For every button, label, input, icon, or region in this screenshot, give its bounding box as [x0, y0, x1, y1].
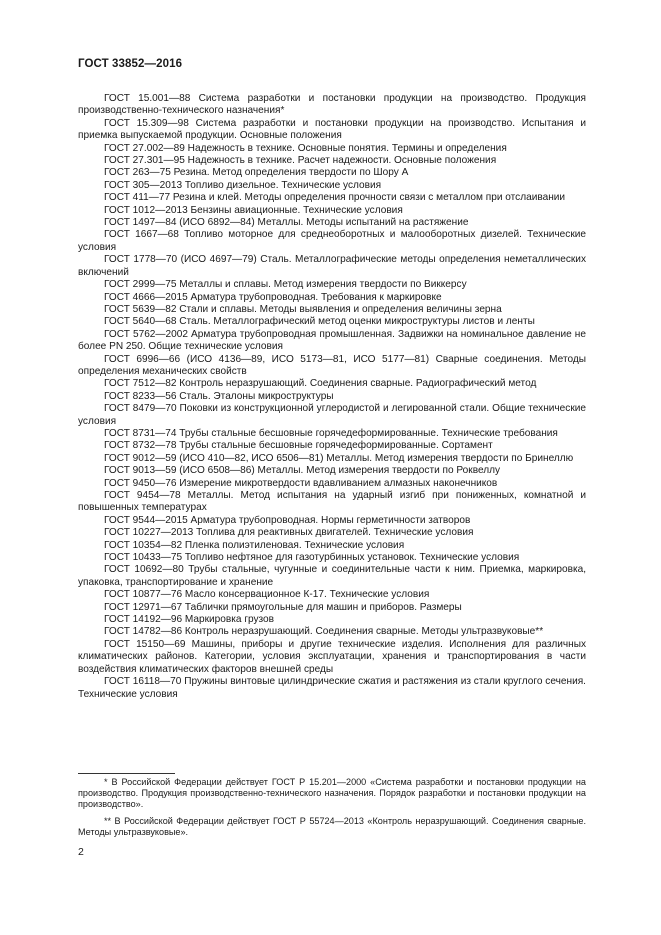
reference-item: ГОСТ 7512—82 Контроль неразрушающий. Соединения сварные. Радиографический метод: [104, 378, 537, 390]
reference-item: ГОСТ 9450—76 Измерение микротвердости вдавливанием алмазных наконечников: [104, 477, 498, 489]
footnote-1: * В Российской Федерации действует ГОСТ Р 15.201—2000 «Система разработки и постановки продукции на производство. Продукция производственно-технического назначения. Порядок разработки и постановки продукции на производство».: [78, 777, 586, 809]
reference-item: ГОСТ 16118—70 Пружины винтовые цилиндрические сжатия и растяжения из стали круглого сечения. Технические условия: [78, 676, 586, 700]
reference-item: ГОСТ 5762—2002 Арматура трубопроводная промышленная. Задвижки на номинальное давление не более PN 250. Общие технические условия: [78, 328, 586, 353]
reference-item: ГОСТ 2999—75 Металлы и сплавы. Метод измерения твердости по Виккерсу: [104, 279, 467, 291]
footnotes: [78, 777, 586, 838]
reference-item: ГОСТ 1012—2013 Бензины авиационные. Технические условия: [104, 204, 403, 216]
reference-item: ГОСТ 9454—78 Металлы. Метод испытания на ударный изгиб при пониженных, комнатной и повышенных температурах: [78, 490, 586, 514]
reference-item: ГОСТ 15.001—88 Система разработки и постановки продукции на производство. Продукция производственно-технического назначения*: [78, 93, 586, 117]
reference-item: ГОСТ 5640—68 Сталь. Металлографический метод оценки микроструктуры листов и ленты: [104, 316, 535, 328]
reference-item: ГОСТ 12971—67 Таблички прямоугольные для машин и приборов. Размеры: [104, 601, 462, 613]
reference-item: ГОСТ 8233—56 Сталь. Эталоны микроструктуры: [104, 390, 334, 402]
reference-item: ГОСТ 10433—75 Топливо нефтяное для газотурбинных установок. Технические условия: [104, 552, 520, 564]
reference-item: ГОСТ 27.002—89 Надежность в технике. Основные понятия. Термины и определения: [104, 142, 507, 154]
reference-item: ГОСТ 10877—76 Масло консервационное К-17. Технические условия: [104, 589, 430, 601]
reference-item: ГОСТ 10692—80 Трубы стальные, чугунные и соединительные части к ним. Приемка, маркировка, упаковка, транспортирование и хранение: [78, 564, 586, 588]
reference-item: ГОСТ 8479—70 Поковки из конструкционной углеродистой и легированной стали. Общие технические условия: [78, 403, 586, 427]
reference-item: ГОСТ 6996—66 (ИСО 4136—89, ИСО 5173—81, ИСО 5177—81) Сварные соединения. Методы определения механических свойств: [78, 353, 586, 377]
reference-item: ГОСТ 263—75 Резина. Метод определения твердости по Шору А: [104, 167, 409, 179]
footnote-2: ** В Российской Федерации действует ГОСТ Р 55724—2013 «Контроль неразрушающий. Соединения сварные. Методы ультразвуковые».: [78, 816, 586, 837]
reference-item: ГОСТ 14192—96 Маркировка грузов: [104, 614, 275, 626]
reference-item: ГОСТ 9012—59 (ИСО 410—82, ИСО 6506—81) Металлы. Метод измерения твердости по Бринеллю: [104, 452, 574, 464]
reference-item: ГОСТ 4666—2015 Арматура трубопроводная. Требования к маркировке: [104, 291, 442, 303]
reference-item: ГОСТ 5639—82 Стали и сплавы. Методы выявления и определения величины зерна: [104, 303, 502, 315]
reference-item: ГОСТ 15.309—98 Система разработки и постановки продукции на производство. Испытания и приемка выпускаемой продукции. Основные положения: [78, 117, 586, 142]
reference-item: ГОСТ 1497—84 (ИСО 6892—84) Металлы. Методы испытаний на растяжение: [104, 217, 469, 229]
reference-item: ГОСТ 9544—2015 Арматура трубопроводная. Нормы герметичности затворов: [104, 514, 471, 526]
reference-item: ГОСТ 10354—82 Пленка полиэтиленовая. Технические условия: [104, 539, 405, 551]
reference-item: ГОСТ 8731—74 Трубы стальные бесшовные горячедеформированные. Технические требования: [104, 427, 558, 439]
reference-item: ГОСТ 9013—59 (ИСО 6508—86) Металлы. Метод измерения твердости по Роквеллу: [104, 465, 501, 477]
reference-item: ГОСТ 305—2013 Топливо дизельное. Технические условия: [104, 179, 382, 191]
reference-item: ГОСТ 1778—70 (ИСО 4697—79) Сталь. Металлографические методы определения неметаллических включений: [78, 254, 586, 278]
footnote-divider: [78, 773, 175, 774]
reference-item: ГОСТ 14782—86 Контроль неразрушающий. Соединения сварные. Методы ультразвуковые**: [104, 626, 544, 638]
document-header: ГОСТ 33852—2016: [78, 58, 183, 70]
reference-item: ГОСТ 1667—68 Топливо моторное для среднеоборотных и малооборотных дизелей. Технические условия: [78, 229, 586, 253]
reference-item: ГОСТ 8732—78 Трубы стальные бесшовные горячедеформированные. Сортамент: [104, 440, 493, 452]
reference-item: ГОСТ 411—77 Резина и клей. Методы определения прочности связи с металлом при отслаивании: [104, 192, 566, 204]
reference-item: ГОСТ 27.301—95 Надежность в технике. Расчет надежности. Основные положения: [104, 155, 497, 167]
reference-item: ГОСТ 15150—69 Машины, приборы и другие технические изделия. Исполнения для различных климатических районов. Категории, условия эксплуатации, хранения и транспортирования в части воздействия климатических факторов внешней среды: [78, 638, 586, 675]
page-number: 2: [78, 846, 84, 858]
reference-item: ГОСТ 10227—2013 Топлива для реактивных двигателей. Технические условия: [104, 527, 474, 539]
references-list: [78, 93, 586, 701]
